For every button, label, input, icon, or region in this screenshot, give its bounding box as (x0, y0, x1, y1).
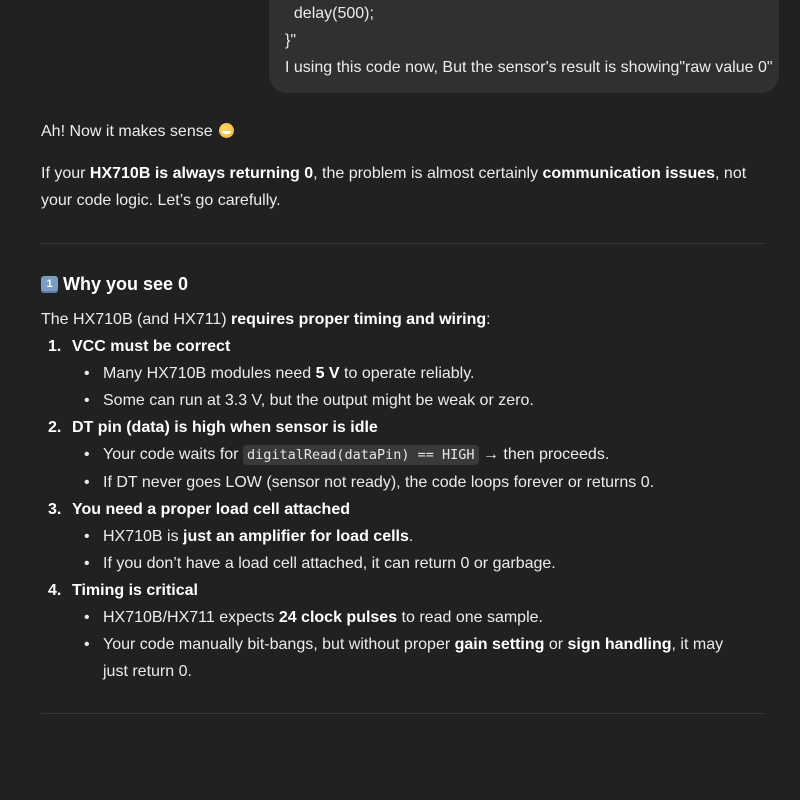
bullet-item (72, 631, 761, 685)
inline-code: digitalRead(dataPin) == HIGH (243, 445, 479, 465)
text: → then proceeds. (478, 446, 610, 463)
text: , it may just return 0. (103, 636, 724, 680)
reasons-list (41, 333, 761, 685)
bullet-list (72, 604, 761, 685)
section-lead (41, 306, 761, 333)
bold-text: 5 V (315, 365, 340, 382)
text: HX710B/HX711 expects (103, 609, 279, 626)
item-number: 3. (48, 501, 62, 518)
section-heading (41, 270, 761, 298)
bullet-item (72, 523, 761, 550)
text: The HX710B (and HX711) (41, 311, 232, 328)
text: Some can run at 3.3 V, but the output might be weak or zero. (103, 392, 534, 409)
assistant-message (41, 118, 761, 214)
list-item (41, 496, 761, 577)
list-item (41, 333, 761, 414)
bold-text: requires proper timing and wiring (231, 311, 487, 328)
bullet-item (72, 441, 761, 469)
text: to operate reliably. (339, 365, 475, 382)
user-message-line: I using this code now, But the sensor's result is showing"raw value 0" (285, 59, 773, 76)
bold-text: gain setting (454, 636, 545, 653)
bullet-item (72, 360, 761, 387)
item-title: VCC must be correct (72, 338, 231, 355)
bold-text: sign handling (567, 636, 672, 653)
intro-label: Ah! Now it makes sense (41, 123, 213, 140)
text: , not your code logic. Let’s go carefully. (41, 165, 747, 209)
item-number: 2. (48, 419, 62, 436)
user-message-line: delay(500); (285, 5, 374, 22)
divider (41, 243, 764, 244)
text: If you don’t have a load cell attached, it can return 0 or garbage. (103, 555, 556, 572)
text: . (408, 528, 414, 545)
item-number: 1. (48, 338, 62, 355)
bullet-list (72, 523, 761, 577)
text: : (486, 311, 491, 328)
text: Many HX710B modules need (103, 365, 316, 382)
text: Your code waits for (103, 446, 243, 463)
text: or (544, 636, 568, 653)
item-title: DT pin (data) is high when sensor is idle (72, 419, 378, 436)
list-item (41, 414, 761, 496)
bullet-list (72, 360, 761, 414)
divider (41, 713, 764, 714)
bold-text: 24 clock pulses (278, 609, 398, 626)
bullet-item (72, 604, 761, 631)
bold-text: HX710B is always returning 0 (89, 165, 314, 182)
section-why-zero (41, 270, 761, 685)
item-title: Timing is critical (72, 582, 198, 599)
section-title: Why you see 0 (63, 274, 189, 294)
text: , the problem is almost certainly (313, 165, 543, 182)
bullet-item (72, 387, 761, 414)
sweat-smile-emoji-icon (219, 123, 234, 138)
text: to read one sample. (397, 609, 543, 626)
keycap-one-icon: 1 (41, 276, 58, 293)
text: HX710B is (103, 528, 184, 545)
intro-text (41, 118, 761, 145)
bullet-item (72, 469, 761, 496)
text: If your (41, 165, 90, 182)
user-message-bubble (269, 0, 779, 93)
bullet-list (72, 441, 761, 496)
user-message-line: }" (285, 32, 297, 49)
item-number: 4. (48, 582, 62, 599)
bold-text: just an amplifier for load cells (183, 528, 409, 545)
bullet-item (72, 550, 761, 577)
text: If DT never goes LOW (sensor not ready), the code loops forever or returns 0. (103, 474, 655, 491)
bold-text: communication issues (542, 165, 716, 182)
item-title: You need a proper load cell attached (72, 501, 350, 518)
summary-paragraph (41, 160, 761, 214)
text: Your code manually bit-bangs, but without proper (103, 636, 455, 653)
list-item (41, 577, 761, 685)
